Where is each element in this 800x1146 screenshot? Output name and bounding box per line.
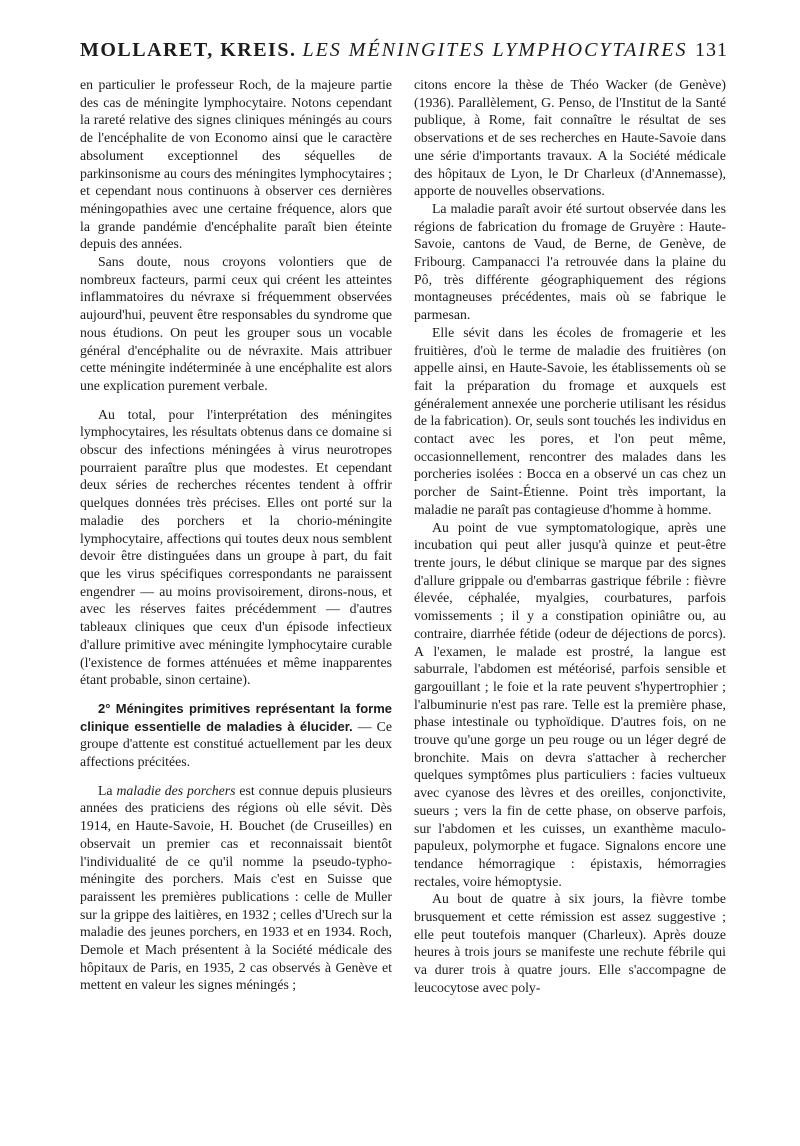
header-authors: MOLLARET, KREIS. <box>80 39 297 61</box>
left-column <box>80 76 392 994</box>
page-number: 131 <box>695 39 728 61</box>
right-paragraph-2: La maladie paraît avoir été surtout observée dans les régions de fabrication du fromage de Gruyère : Haute-Savoie, cantons de Vaud, de Berne, de Genève, de Fribourg. Campanacci l'a retrouvée dans la plaine du Pô, très différente géographiquement des régions montagneuses précédentes, mais où se fabrique le parmesan. <box>414 200 726 323</box>
running-header <box>80 38 728 62</box>
left-paragraph-3: Au total, pour l'interprétation des méningites lymphocytaires, les résultats obtenus dans ce domaine si obscur des infections méningées à virus neurotropes pourraient paraître plus que modestes. Et cependant deux séries de recherches récentes tendent à offrir quelques données très précises. Elles ont porté sur la maladie des porchers et la chorio-méningite lymphocytaire, affections qui toutes deux nous semblent devoir être distinguées dans un groupe à part, du fait que les virus spécifiques correspondants ne paraissent engendrer — au moins provisoirement, dirons-nous, et avec les réserves faites précédemment — d'autres tableaux cliniques que ceux d'un épisode infectieux d'allure primitive avec méningite lymphocytaire curable (l'existence de formes atténuées et même inapparentes étant probable, sinon certaine). <box>80 406 392 688</box>
right-column <box>414 76 726 997</box>
right-paragraph-4: Au point de vue symptomatologique, après une incubation qui peut aller jusqu'à quinze et peut-être trente jours, le début clinique se marque par des signes d'allure grippale ou d'embarras gastrique fébrile : fièvre élevée, céphalée, myalgies, courbatures, parfois vomissements ; il y a constipation opiniâtre ou, au contraire, diarrhée fétide (odeur de déjections de porcs). A l'examen, le malade est prostré, la langue est saburrale, l'abdomen est météorisé, parfois sensible et gargouillant ; le foie et la rate peuvent s'hypertrophier ; l'albuminurie n'est pas rare. Telle est la première phase, phase intestinale ou typhoïdique. D'autres fois, on ne trouve qu'une gorge un peu rouge ou un léger degré de bronchite. Mais on devra s'attacher à rechercher quelques symptômes plus particuliers : facies vultueux avec cyanose des lèvres et des oreilles, conjonctivite, sueurs ; vers la fin de cette phase, on observe parfois, sur l'abdomen et les cuisses, un exanthème maculo-papuleux, polymorphe et fugace. Signalons encore une tendance hémorragique : épistaxis, hémorragies rectales, voire hémoptysie. <box>414 519 726 889</box>
right-paragraph-5: Au bout de quatre à six jours, la fièvre tombe brusquement et cette rémission est assez suggestive ; elle peut toutefois manquer (Charleux). Après douze heures à trois jours se manifeste une rechute fébrile qui va durer trois à quatre jours. Elle s'accompagne de leucocytose avec poly- <box>414 891 726 995</box>
right-paragraph-1: citons encore la thèse de Théo Wacker (de Genève) (1936). Parallèlement, G. Penso, de l'Institut de la Santé publique, à Rome, fait connaître le résultat de ses observations et de ses recherches en Haute-Savoie dans une série d'importants travaux. A la Société médicale des hôpitaux de Lyon, le Dr Charleux (d'Annemasse), apporte de nouvelles observations. <box>414 77 726 199</box>
right-paragraph-3: Elle sévit dans les écoles de fromagerie et les fruitières, d'où le terme de maladie des fruitières (on appelle ainsi, en Haute-Savoie, les établissements où se fait la préparation du fromage et auxquels est généralement annexée une porcherie utilisant les résidus de la fabrication). Or, seuls sont touchés les individus en contact avec les pores, et l'on peut même, occasionnellement, rencontrer des malades dans les porcheries isolées : Bocca en a observé un cas chez un porcher de Saint-Étienne. Point très important, la maladie ne paraît pas contagieuse d'homme à homme. <box>414 324 726 517</box>
header-title: LES MÉNINGITES LYMPHOCYTAIRES <box>302 39 688 61</box>
left-paragraph-4 <box>80 782 392 994</box>
section-heading-paragraph <box>80 700 392 771</box>
paragraph-lead: La <box>98 782 113 798</box>
left-paragraph-1: en particulier le professeur Roch, de la majeure partie des cas de méningite lymphocytaire. Notons cependant la rareté relative des signes cliniques méningés au cours de l'encéphalite de von Economo ainsi que le caractère absolument exceptionnel des séquelles de parkinsonisme au cours des méningites lymphocytaires ; et cependant nous continuons à observer ces dernières méningopathies avec une certaine fréquence, alors que la grande pandémie d'encéphalite paraît bien éteinte depuis des années. <box>80 77 392 252</box>
paragraph-rest: est connue depuis plusieurs années des praticiens des régions où elle sévit. Dès 1914, en Haute-Savoie, H. Bouchet (de Cruseilles) en observait un premier cas et reconnaissait bientôt l'individualité de ce qu'il nomme la pseudo-typho-méningite des porchers. Mais c'est en Suisse que paraissent les premières publications : celle de Muller sur la grippe des laitières, en 1932 ; celles d'Urech sur la maladie des jeunes porchers, en 1933 et en 1934. Roch, Demole et Mach présentent à la Société médicale des hôpitaux de Paris, en 1935, 2 cas observés à Genève et mettent en valeur les signes méningés ; <box>80 782 393 993</box>
left-paragraph-2: Sans doute, nous croyons volontiers que de nombreux facteurs, parmi ceux qui créent les atteintes inflammatoires du névraxe si fréquemment observées aujourd'hui, peuvent être responsables du syndrome que nous étudions. On peut les grouper sous un vocable général d'encéphalite ou de névraxite. Mais attribuer cette méningite indéterminée à une encéphalite est alors une explication purement verbale. <box>80 254 392 393</box>
italic-term: maladie des porchers <box>116 782 236 798</box>
section-heading: 2° Méningites primitives représentant la forme clinique essentielle de maladies à élucider. <box>80 700 392 734</box>
section-heading-tail: — Ce groupe d'attente est constitué actuellement par les deux affections précitées. <box>80 718 392 770</box>
